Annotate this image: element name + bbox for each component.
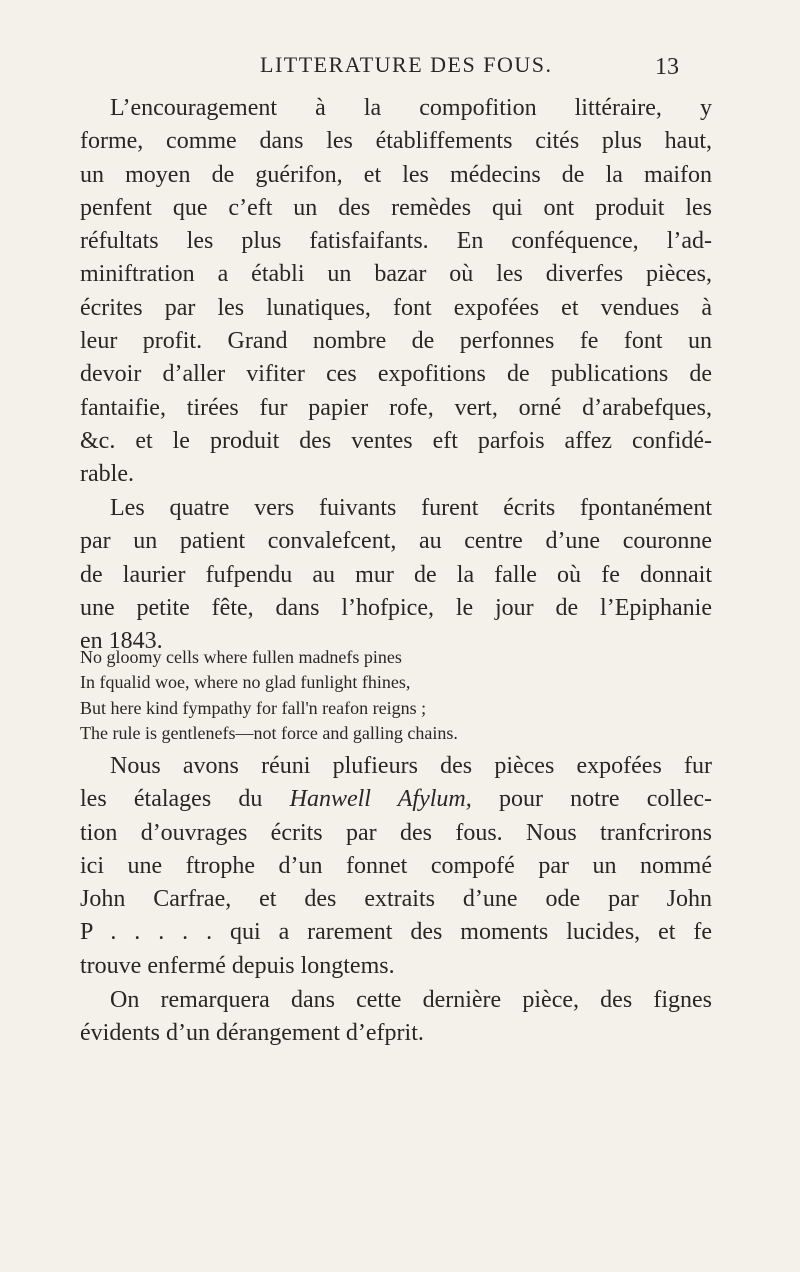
- text-line: réfultats les plus fatisfaifants. En conféquence, l’ad-: [80, 228, 712, 255]
- text-line: On remarquera dans cette dernière pièce, des fignes: [110, 987, 712, 1013]
- text-line: Les quatre vers fuivants furent écrits fpontanément: [110, 495, 712, 521]
- verse-line: The rule is gentlenefs—not force and galling chains.: [80, 722, 458, 743]
- text-line: une petite fête, dans l’hofpice, le jour de l’Epiphanie: [80, 594, 712, 621]
- text-line: ici une ftrophe d’un fonnet compofé par un nommé: [80, 852, 712, 879]
- text-line: &c. et le produit des ventes eft parfois affez confidé-: [80, 427, 712, 454]
- text-line: fantaifie, tirées fur papier rofe, vert, orné d’arabefques,: [80, 394, 712, 421]
- text-line: P . . . . . qui a rarement des moments lucides, et fe: [80, 919, 712, 946]
- text-line: évidents d’un dérangement d’efprit.: [80, 1020, 424, 1047]
- text-line: trouve enfermé depuis longtems.: [80, 952, 395, 979]
- text-line: rable.: [80, 461, 134, 488]
- text-line: écrites par les lunatiques, font expofées et vendues à: [80, 294, 712, 321]
- text-line: par un patient convalefcent, au centre d’une couronne: [80, 528, 712, 555]
- page-number: 13: [655, 54, 679, 80]
- text-fragment: les étalages du: [80, 786, 290, 813]
- verse-line: But here kind fympathy for fall'n reafon reigns ;: [80, 697, 427, 718]
- text-line: [80, 783, 712, 816]
- text-line: penfent que c’eft un des remèdes qui ont produit les: [80, 194, 712, 221]
- running-head: LITTERATURE DES FOUS.: [260, 52, 553, 77]
- text-line: devoir d’aller vifiter ces expofitions de publications de: [80, 361, 712, 388]
- verse-quotation: [80, 645, 712, 746]
- text-line: Nous avons réuni plufieurs des pièces expofées fur: [110, 753, 712, 779]
- text-line: miniftration a établi un bazar où les diverfes pièces,: [80, 261, 712, 288]
- text-line: John Carfrae, et des extraits d’une ode par John: [80, 886, 712, 913]
- text-line: de laurier fufpendu au mur de la falle où fe donnait: [80, 561, 712, 588]
- text-line: en 1843.: [80, 628, 163, 655]
- text-fragment: pour notre collec-: [471, 786, 713, 813]
- paragraph-4: [80, 984, 712, 1051]
- text-line: L’encouragement à la compofition littéraire, y: [110, 95, 712, 121]
- text-line: forme, comme dans les établiffements cités plus haut,: [80, 128, 712, 155]
- verse-line: No gloomy cells where fullen madnefs pines: [80, 647, 402, 667]
- paragraph-3: [80, 750, 712, 983]
- text-line: leur profit. Grand nombre de perfonnes fe font un: [80, 328, 712, 355]
- text-line: un moyen de guérifon, et les médecins de la maifon: [80, 161, 712, 188]
- paragraph-1: [80, 92, 712, 492]
- italic-title: Hanwell Afylum,: [289, 786, 472, 813]
- paragraph-2: [80, 492, 712, 658]
- verse-line: In fqualid woe, where no glad funlight fhines,: [80, 672, 411, 693]
- text-line: tion d’ouvrages écrits par des fous. Nous tranfcrirons: [80, 819, 712, 846]
